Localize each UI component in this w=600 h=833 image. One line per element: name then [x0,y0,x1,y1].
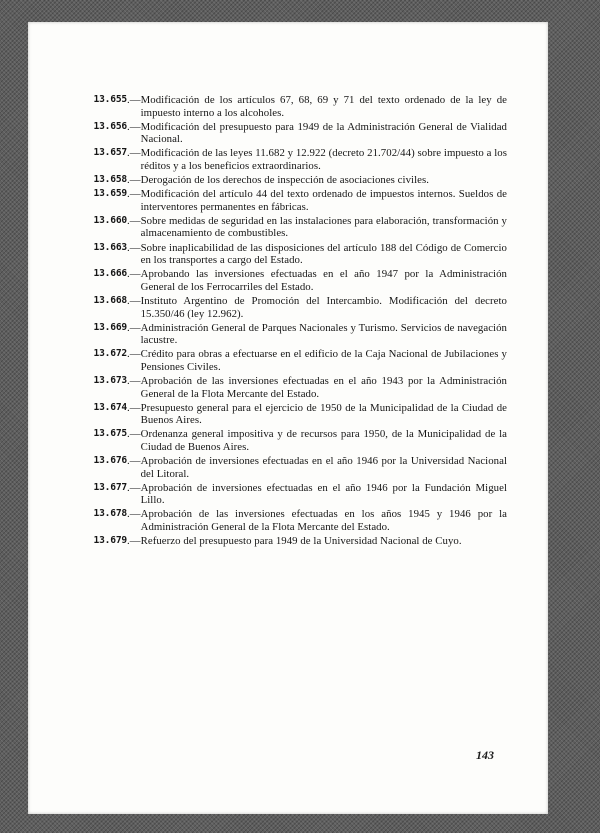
law-description: Aprobación de las inversiones efectuadas en el año 1943 por la Administración General de la Flota Mercante del Estado. [140,374,507,400]
law-entry [75,535,507,548]
law-description: Sobre medidas de seguridad en las instalaciones para elaboración, transformación y almacenamiento de combustibles. [140,214,507,240]
law-description: Presupuesto general para el ejercicio de 1950 de la Municipalidad de la Ciudad de Buenos Aires. [140,401,507,427]
entry-dash: .— [127,174,141,187]
entry-dash: .— [127,508,141,521]
page-number: 143 [476,748,494,762]
law-number: 13.677 [93,481,127,493]
law-entry [75,147,507,172]
law-description: Modificación del artículo 44 del texto ordenado de impuestos internos. Sueldos de interventores permanentes en fábricas. [140,188,507,213]
entry-dash: .— [127,428,141,441]
entry-dash: .— [127,120,141,133]
law-description: Administración General de Parques Nacionales y Turismo. Servicios de navegación lacustre. [140,321,507,347]
law-number: 13.673 [93,374,127,386]
law-number: 13.669 [93,321,127,333]
law-number: 13.676 [93,455,127,467]
law-description: Sobre inaplicabilidad de las disposiciones del artículo 188 del Código de Comercio en los transportes a cargo del Estado. [140,241,507,267]
entry-dash: .— [127,147,141,160]
law-description: Modificación de las leyes 11.682 y 12.922 (decreto 21.702/44) sobre impuesto a los réditos y a los beneficios extraordinarios. [140,147,507,172]
law-entry [75,215,507,240]
law-description: Derogación de los derechos de inspección de asociaciones civiles. [140,174,429,187]
law-number: 13.663 [93,241,127,253]
law-number: 13.657 [93,147,127,159]
law-entry [75,174,507,187]
law-number: 13.679 [93,535,127,547]
entry-dash: .— [127,241,141,254]
entry-dash: .— [127,348,141,361]
entry-dash: .— [127,294,141,307]
entry-dash: .— [127,535,141,548]
entry-dash: .— [127,214,141,227]
law-description: Aprobando las inversiones efectuadas en el año 1947 por la Administración General de los Ferrocarriles del Estado. [140,268,507,293]
law-description: Modificación de los artículos 67, 68, 69 y 71 del texto ordenado de la ley de impuesto interno a los alcoholes. [140,94,507,119]
law-number: 13.660 [93,214,127,226]
law-description: Instituto Argentino de Promoción del Intercambio. Modificación del decreto 15.350/46 (ley 12.962). [140,294,507,320]
law-entry [75,482,507,507]
entry-dash: .— [127,321,141,334]
law-entry [75,121,507,146]
law-entry [75,94,507,119]
law-entry [75,508,507,533]
law-number: 13.655 [93,94,127,105]
law-number: 13.659 [93,188,127,200]
law-description: Aprobación de inversiones efectuadas en el año 1946 por la Universidad Nacional del Litoral. [140,455,507,480]
law-number: 13.668 [93,294,127,306]
entry-dash: .— [127,455,141,468]
entry-dash: .— [127,188,141,201]
law-entry [75,268,507,293]
law-description: Aprobación de inversiones efectuadas en el año 1946 por la Fundación Miguel Lillo. [140,481,507,507]
law-description: Ordenanza general impositiva y de recursos para 1950, de la Municipalidad de la Ciudad de Buenos Aires. [140,428,507,453]
law-number: 13.675 [93,428,127,440]
law-entry [75,428,507,453]
law-description: Refuerzo del presupuesto para 1949 de la Universidad Nacional de Cuyo. [140,535,462,548]
law-list [75,94,507,549]
law-entry [75,295,507,320]
law-number: 13.674 [93,401,127,413]
law-number: 13.656 [93,120,127,132]
entry-dash: .— [127,268,141,281]
law-entry [75,348,507,373]
law-number: 13.666 [93,268,127,280]
entry-dash: .— [127,401,141,414]
law-description: Modificación del presupuesto para 1949 de la Administración General de Vialidad Nacional. [140,120,507,146]
entry-dash: .— [127,374,141,387]
law-description: Crédito para obras a efectuarse en el edificio de la Caja Nacional de Jubilaciones y Pensiones Civiles. [140,348,507,373]
law-number: 13.678 [93,508,127,520]
entry-dash: .— [127,481,141,494]
law-number: 13.672 [93,348,127,360]
entry-dash: .— [127,94,141,106]
law-entry [75,375,507,400]
law-entry [75,242,507,267]
law-description: Aprobación de las inversiones efectuadas en los años 1945 y 1946 por la Administración General de la Flota Mercante del Estado. [140,508,507,533]
law-entry [75,455,507,480]
document-page [28,22,548,814]
law-entry [75,402,507,427]
law-entry [75,322,507,347]
law-number: 13.658 [93,174,127,186]
law-entry [75,188,507,213]
